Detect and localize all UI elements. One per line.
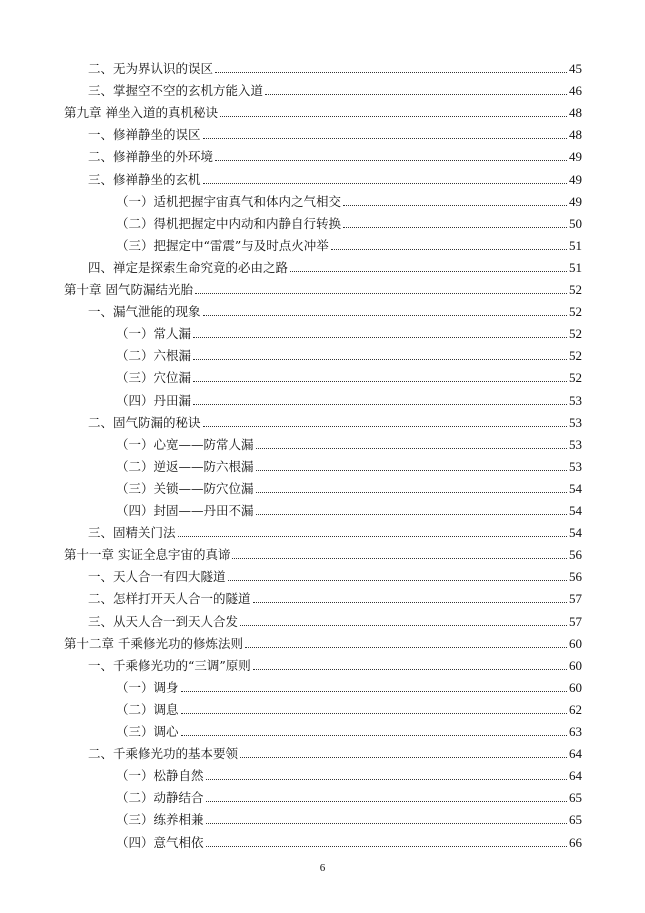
- toc-section-entry[interactable]: [88, 564, 582, 584]
- toc-entry-page: 46: [569, 83, 582, 99]
- toc-entry-title: 第十二章 千乘修光功的修炼法则: [64, 635, 243, 651]
- toc-section-entry[interactable]: [116, 343, 582, 363]
- toc-entry-title: （一）调身: [116, 679, 179, 695]
- toc-entry-title: （一）松静自然: [116, 768, 204, 784]
- toc-section-entry[interactable]: [116, 189, 582, 209]
- dot-leader: [193, 381, 567, 382]
- toc-entry-page: 64: [569, 746, 582, 762]
- dot-leader: [206, 846, 567, 847]
- toc-section-entry[interactable]: [116, 454, 582, 474]
- toc-section-entry[interactable]: [88, 255, 582, 275]
- toc-entry-title: （一）适机把握宇宙真气和体内之气相交: [116, 193, 342, 209]
- toc-entry-page: 51: [569, 259, 582, 275]
- toc-chapter-entry[interactable]: [64, 100, 582, 120]
- toc-section-entry[interactable]: [116, 498, 582, 518]
- toc-entry-page: 49: [569, 171, 582, 187]
- toc-entry-page: 52: [569, 370, 582, 386]
- toc-entry-title: （三）关锁——防穴位漏: [116, 480, 254, 496]
- toc-entry-title: 二、固气防漏的秘诀: [88, 414, 201, 430]
- toc-entry-title: 三、固精关门法: [88, 525, 176, 541]
- toc-section-entry[interactable]: [88, 78, 582, 98]
- toc-entry-page: 53: [569, 392, 582, 408]
- toc-section-entry[interactable]: [88, 741, 582, 761]
- toc-section-entry[interactable]: [88, 653, 582, 673]
- toc-section-entry[interactable]: [116, 697, 582, 717]
- toc-entry-page: 52: [569, 282, 582, 297]
- toc-entry-title: （四）封固——丹田不漏: [116, 503, 254, 518]
- toc-section-entry[interactable]: [116, 476, 582, 496]
- dot-leader: [331, 249, 567, 250]
- toc-entry-page: 52: [569, 304, 582, 320]
- dot-leader: [203, 183, 567, 184]
- dot-leader: [232, 558, 567, 559]
- toc-entry-page: 64: [569, 768, 582, 784]
- toc-entry-page: 56: [569, 569, 582, 585]
- toc-entry-title: （二）得机把握定中内动和内静自行转换: [116, 215, 342, 231]
- dot-leader: [206, 823, 567, 824]
- dot-leader: [181, 691, 567, 692]
- toc-entry-page: 52: [569, 326, 582, 342]
- toc-entry-page: 48: [569, 127, 582, 143]
- toc-entry-page: 49: [569, 149, 582, 165]
- toc-entry-page: 52: [569, 348, 582, 364]
- toc-entry-page: 53: [569, 414, 582, 430]
- dot-leader: [181, 713, 567, 714]
- toc-entry-page: 51: [569, 237, 582, 253]
- toc-entry-page: 50: [569, 215, 582, 231]
- toc-entry-title: 三、修禅静坐的玄机: [88, 171, 201, 187]
- toc-entry-page: 54: [569, 503, 582, 518]
- toc-entry-title: （三）把握定中“雷震”与及时点火冲举: [116, 237, 329, 253]
- toc-section-entry[interactable]: [116, 719, 582, 739]
- toc-entry-page: 57: [569, 613, 582, 629]
- toc-section-entry[interactable]: [88, 410, 582, 430]
- toc-entry-page: 65: [569, 790, 582, 806]
- toc-entry-page: 60: [569, 679, 582, 695]
- toc-entry-title: （三）穴位漏: [116, 370, 192, 386]
- toc-entry-title: 一、修禅静坐的误区: [88, 127, 201, 143]
- toc-chapter-entry[interactable]: [64, 542, 582, 562]
- toc-section-entry[interactable]: [88, 299, 582, 319]
- dot-leader: [253, 669, 567, 670]
- toc-entry-title: 第十章 固气防漏结光胎: [64, 282, 193, 297]
- toc-section-entry[interactable]: [116, 830, 582, 850]
- dot-leader: [245, 647, 567, 648]
- toc-section-entry[interactable]: [116, 321, 582, 341]
- toc-entry-title: 三、从天人合一到天人合发: [88, 613, 239, 629]
- toc-entry-title: （四）意气相依: [116, 834, 204, 850]
- toc-entry-page: 56: [569, 547, 582, 563]
- toc-entry-page: 60: [569, 657, 582, 673]
- toc-entry-title: 一、天人合一有四大隧道: [88, 569, 226, 585]
- toc-entry-page: 53: [569, 436, 582, 452]
- toc-entry-page: 65: [569, 812, 582, 828]
- toc-entry-title: 二、修禅静坐的外环境: [88, 149, 214, 165]
- dot-leader: [193, 337, 567, 338]
- toc-entry-title: 第九章 禅坐入道的真机秘诀: [64, 105, 218, 121]
- toc-section-entry[interactable]: [116, 233, 582, 253]
- toc-entry-title: （一）心宽——防常人漏: [116, 436, 254, 452]
- toc-entry-title: （二）调息: [116, 701, 179, 717]
- toc-entry-title: 一、漏气泄能的现象: [88, 304, 201, 320]
- toc-section-entry[interactable]: [116, 432, 582, 452]
- toc-section-entry[interactable]: [116, 211, 582, 231]
- toc-section-entry[interactable]: [116, 388, 582, 408]
- toc-entry-page: 60: [569, 635, 582, 651]
- toc-section-entry[interactable]: [116, 675, 582, 695]
- toc-entry-page: 48: [569, 105, 582, 121]
- dot-leader: [215, 72, 567, 73]
- page-number: 6: [319, 862, 326, 874]
- toc-entry-title: 二、千乘修光功的基本要领: [88, 746, 239, 762]
- toc-entry-title: 四、禅定是探索生命究竟的必由之路: [88, 259, 289, 275]
- toc-entry-page: 66: [569, 834, 582, 850]
- dot-leader: [240, 625, 567, 626]
- dot-leader: [203, 138, 567, 139]
- dot-leader: [220, 116, 567, 117]
- toc-entry-page: 63: [569, 724, 582, 739]
- dot-leader: [256, 492, 567, 493]
- dot-leader: [181, 735, 567, 736]
- toc-entry-page: 54: [569, 480, 582, 496]
- toc-chapter-entry[interactable]: [64, 631, 582, 651]
- toc-entry-title: （三）练养相兼: [116, 812, 204, 828]
- toc-entry-page: 45: [569, 61, 582, 76]
- dot-leader: [240, 757, 567, 758]
- dot-leader: [253, 602, 567, 603]
- toc-section-entry[interactable]: [88, 144, 582, 164]
- dot-leader: [343, 227, 567, 228]
- toc-entry-title: （二）六根漏: [116, 348, 192, 364]
- dot-leader: [256, 514, 567, 515]
- toc-section-entry[interactable]: [116, 785, 582, 805]
- dot-leader: [290, 271, 567, 272]
- toc-section-entry[interactable]: [88, 520, 582, 540]
- toc-entry-page: 49: [569, 193, 582, 209]
- dot-leader: [193, 359, 567, 360]
- toc-entry-title: （一）常人漏: [116, 326, 192, 342]
- dot-leader: [215, 160, 567, 161]
- dot-leader: [206, 779, 567, 780]
- toc-section-entry[interactable]: [116, 763, 582, 783]
- toc-entry-title: 二、怎样打开天人合一的隧道: [88, 591, 251, 607]
- toc-section-entry[interactable]: [88, 56, 582, 76]
- toc-section-entry[interactable]: [88, 609, 582, 629]
- toc-section-entry[interactable]: [88, 167, 582, 187]
- toc-section-entry[interactable]: [88, 586, 582, 606]
- dot-leader: [193, 404, 567, 405]
- toc-entry-title: 二、无为界认识的误区: [88, 61, 214, 76]
- dot-leader: [228, 580, 567, 581]
- dot-leader: [256, 448, 567, 449]
- toc-section-entry[interactable]: [116, 807, 582, 827]
- toc-entry-title: （四）丹田漏: [116, 392, 192, 408]
- dot-leader: [203, 426, 567, 427]
- toc-entry-title: （二）动静结合: [116, 790, 204, 806]
- dot-leader: [256, 470, 567, 471]
- dot-leader: [206, 801, 567, 802]
- toc-chapter-entry[interactable]: [64, 277, 582, 297]
- toc-entry-title: 一、千乘修光功的“三调”原则: [88, 657, 251, 673]
- toc-entry-title: 第十一章 实证全息宇宙的真谛: [64, 547, 231, 563]
- dot-leader: [195, 293, 567, 294]
- toc-entry-title: （二）逆返——防六根漏: [116, 458, 254, 474]
- toc-entry-title: （三）调心: [116, 724, 179, 739]
- toc-entry-title: 三、掌握空不空的玄机方能入道: [88, 83, 264, 99]
- toc-entry-page: 62: [569, 701, 582, 717]
- toc-entry-page: 57: [569, 591, 582, 607]
- toc-section-entry[interactable]: [116, 365, 582, 385]
- toc-section-entry[interactable]: [88, 122, 582, 142]
- dot-leader: [343, 205, 567, 206]
- toc-entry-page: 53: [569, 458, 582, 474]
- dot-leader: [265, 94, 567, 95]
- dot-leader: [203, 315, 567, 316]
- toc-entry-page: 54: [569, 525, 582, 541]
- dot-leader: [178, 536, 567, 537]
